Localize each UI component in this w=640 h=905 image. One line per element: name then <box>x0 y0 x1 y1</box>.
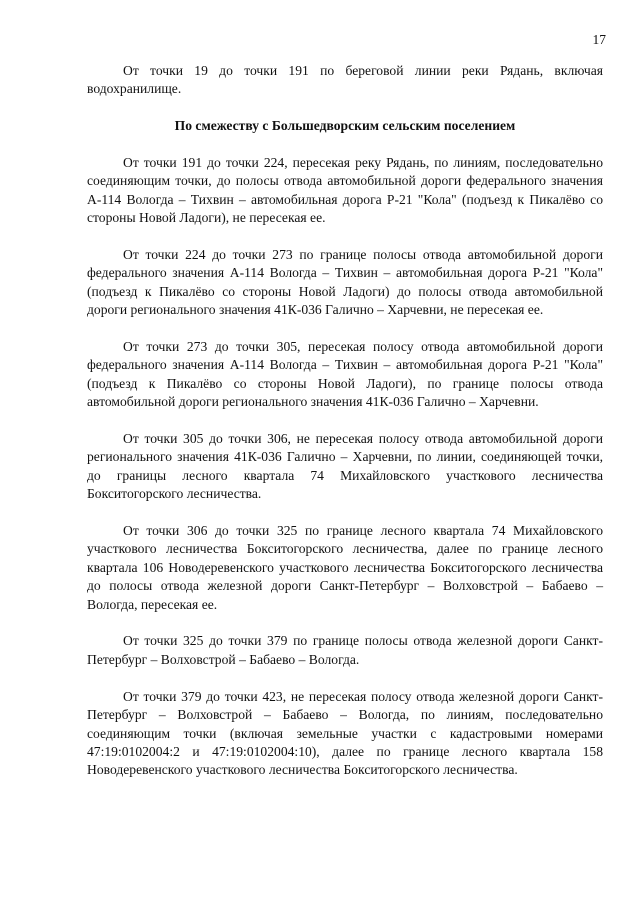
paragraph: От точки 325 до точки 379 по границе полосы отвода железной дороги Санкт-Петербург – Волховстрой – Бабаево – Вологда. <box>87 633 603 667</box>
page-number: 17 <box>592 32 606 47</box>
document-body <box>87 62 603 798</box>
paragraph: От точки 379 до точки 423, не пересекая полосу отвода железной дороги Санкт-Петербург – Волховстрой – Бабаево – Вологда, по линиям, последовательно соединяющим точки (включая земельные участки с кадастровыми номерами 47:19:0102004:2 и 47:19:0102004:10), далее по границе лесного квартала 158 Новодеревенского участкового лесничества Бокситогорского лесничества. <box>87 688 603 778</box>
paragraph: От точки 191 до точки 224, пересекая реку Рядань, по линиям, последовательно соединяющим точки, до полосы отвода автомобильной дороги федерального значения А-114 Вологда – Тихвин – автомобильная дорога Р-21 "Кола" (подъезд к Пикалёво со стороны Новой Ладоги), не пересекая ее. <box>87 155 603 226</box>
section-heading: По смежеству с Большедворским сельским поселением <box>174 118 516 134</box>
paragraph: От точки 224 до точки 273 по границе полосы отвода автомобильной дороги федерального значения А-114 Вологда – Тихвин – автомобильная дорога Р-21 "Кола" (подъезд к Пикалёво со стороны Новой Ладоги) до полосы отвода автомобильной дороги регионального значения 41К-036 Галично – Харчевни, не пересекая ее. <box>87 247 603 318</box>
paragraph: От точки 273 до точки 305, пересекая полосу отвода автомобильной дороги федерального значения А-114 Вологда – Тихвин – автомобильная дорога Р-21 "Кола" (подъезд к Пикалёво со стороны Новой Ладоги), по границе полосы отвода автомобильной дороги регионального значения 41К-036 Галично – Харчевни. <box>87 339 603 410</box>
paragraph: От точки 305 до точки 306, не пересекая полосу отвода автомобильной дороги регионального значения 41К-036 Галично – Харчевни, по линии, соединяющей точки, до границы лесного квартала 74 Михайловского участкового лесничества Бокситогорского лесничества. <box>87 431 603 502</box>
paragraph: От точки 306 до точки 325 по границе лесного квартала 74 Михайловского участкового лесничества Бокситогорского лесничества, далее по границе лесного квартала 106 Новодеревенского участкового лесничества Бокситогорского лесничества до полосы отвода железной дороги Санкт-Петербург – Волховстрой – Бабаево – Вологда, пересекая ее. <box>87 523 603 612</box>
paragraph: От точки 19 до точки 191 по береговой линии реки Рядань, включая водохранилище. <box>87 63 603 97</box>
